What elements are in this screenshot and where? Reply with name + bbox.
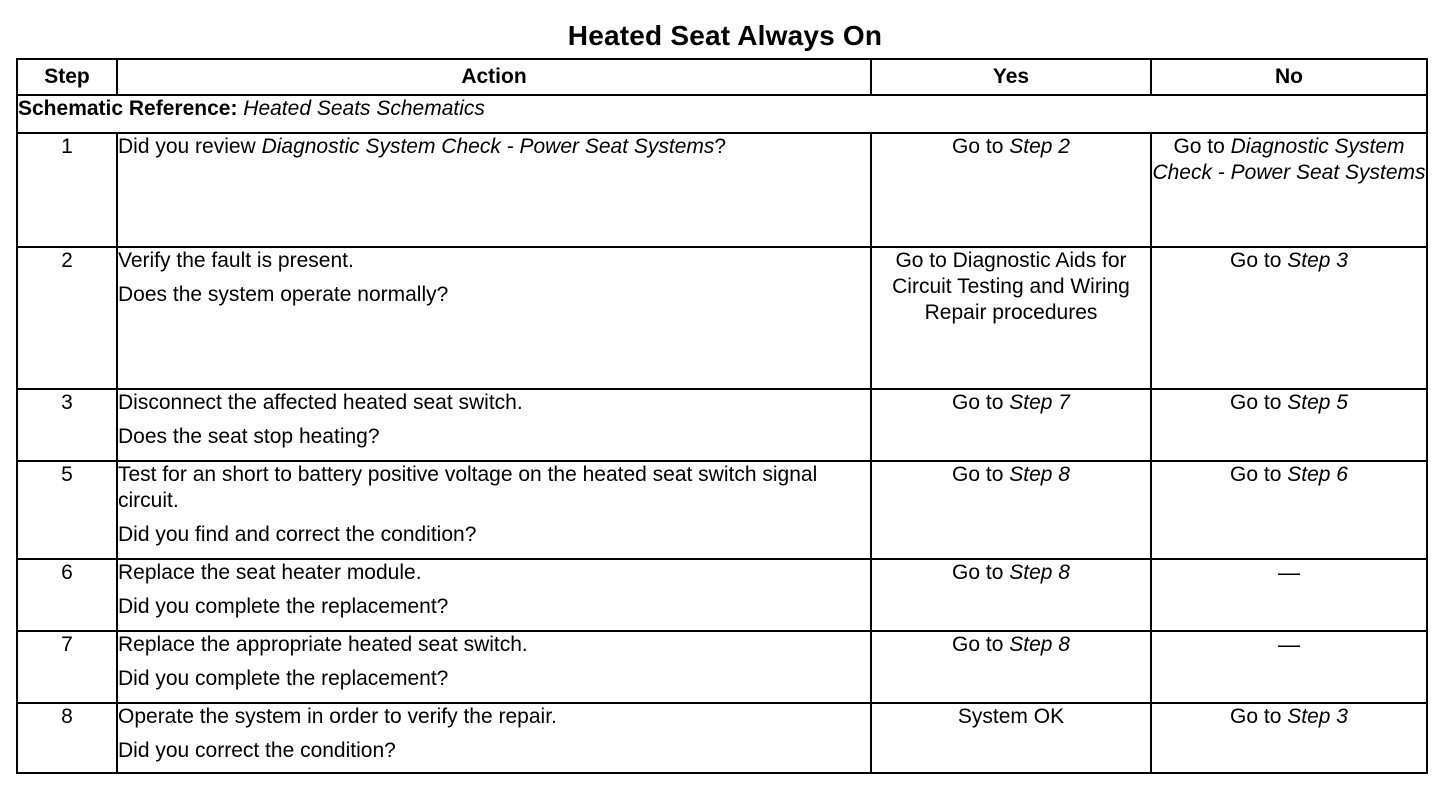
schematic-reference-link[interactable]: Heated Seats Schematics	[243, 97, 485, 120]
no-cell	[1151, 133, 1427, 247]
no-cell	[1151, 247, 1427, 389]
diagnostic-table	[16, 58, 1428, 774]
yes-cell	[871, 559, 1151, 631]
action-question: Did you complete the replacement?	[118, 595, 449, 618]
yes-text: Go to	[952, 391, 1010, 414]
step-number: 3	[17, 389, 117, 461]
action-text: Did you review	[118, 135, 262, 158]
action-cell	[117, 631, 871, 703]
action-instruction: Verify the fault is present.	[118, 249, 354, 272]
action-cell	[117, 703, 871, 773]
no-step-link[interactable]: Step 3	[1287, 249, 1348, 272]
yes-step-link[interactable]: Step 7	[1009, 391, 1070, 414]
schematic-reference-label: Schematic Reference:	[18, 97, 238, 120]
no-text: Go to	[1173, 135, 1231, 158]
action-question: Does the system operate normally?	[118, 283, 449, 306]
action-question: Does the seat stop heating?	[118, 425, 380, 448]
action-cell	[117, 389, 871, 461]
no-reference-link[interactable]: Diagnostic System Check - Power Seat Systems	[1152, 135, 1426, 184]
action-instruction: Replace the appropriate heated seat switch.	[118, 633, 528, 656]
no-text: Go to	[1230, 249, 1288, 272]
action-cell	[117, 559, 871, 631]
table-row	[17, 389, 1427, 461]
yes-step-link[interactable]: Step 8	[1009, 633, 1070, 656]
no-step-link[interactable]: Step 3	[1287, 705, 1348, 728]
action-cell	[117, 133, 871, 247]
no-cell	[1151, 631, 1427, 703]
yes-cell	[871, 703, 1151, 773]
action-instruction: Test for an short to battery positive voltage on the heated seat switch signal circuit.	[118, 463, 818, 512]
action-instruction: Replace the seat heater module.	[118, 561, 422, 584]
action-question: Did you complete the replacement?	[118, 667, 449, 690]
yes-text: Go to	[952, 633, 1010, 656]
action-reference[interactable]: Diagnostic System Check - Power Seat Systems	[261, 135, 715, 158]
header-step: Step	[17, 59, 117, 95]
yes-text: Go to	[952, 135, 1010, 158]
no-step-link[interactable]: Step 5	[1287, 391, 1348, 414]
action-instruction: Disconnect the affected heated seat switch.	[118, 391, 523, 414]
yes-result: System OK	[957, 705, 1065, 728]
schematic-reference	[17, 95, 1427, 133]
no-cell	[1151, 559, 1427, 631]
yes-cell	[871, 247, 1151, 389]
no-text: Go to	[1230, 705, 1288, 728]
schematic-reference-row	[17, 95, 1427, 133]
header-action: Action	[117, 59, 871, 95]
action-cell	[117, 461, 871, 559]
yes-cell	[871, 631, 1151, 703]
yes-reference-link[interactable]: Go to Diagnostic Aids for Circuit Testing and Wiring Repair procedures	[892, 249, 1130, 324]
yes-text: Go to	[952, 561, 1010, 584]
step-number: 8	[17, 703, 117, 773]
no-cell	[1151, 461, 1427, 559]
no-not-applicable: —	[1278, 560, 1300, 585]
header-row	[17, 59, 1427, 95]
table-row	[17, 461, 1427, 559]
yes-step-link[interactable]: Step 2	[1009, 135, 1070, 158]
yes-step-link[interactable]: Step 8	[1009, 463, 1070, 486]
table-row	[17, 247, 1427, 389]
no-text: Go to	[1230, 391, 1288, 414]
header-yes: Yes	[871, 59, 1151, 95]
yes-cell	[871, 461, 1151, 559]
no-cell	[1151, 389, 1427, 461]
no-step-link[interactable]: Step 6	[1287, 463, 1348, 486]
no-not-applicable: —	[1278, 632, 1300, 657]
action-question: Did you correct the condition?	[118, 739, 396, 762]
document-title: Heated Seat Always On	[567, 20, 883, 51]
action-question	[118, 134, 870, 160]
yes-text: Go to	[952, 463, 1010, 486]
step-number: 5	[17, 461, 117, 559]
table-row	[17, 631, 1427, 703]
step-number: 1	[17, 133, 117, 247]
no-text: Go to	[1230, 463, 1288, 486]
action-instruction: Operate the system in order to verify the repair.	[118, 705, 557, 728]
yes-step-link[interactable]: Step 8	[1009, 561, 1070, 584]
yes-cell	[871, 389, 1151, 461]
step-number: 2	[17, 247, 117, 389]
action-cell	[117, 247, 871, 389]
step-number: 7	[17, 631, 117, 703]
table-row	[17, 559, 1427, 631]
table-row	[17, 703, 1427, 773]
no-cell	[1151, 703, 1427, 773]
action-text-end: ?	[714, 135, 727, 158]
step-number: 6	[17, 559, 117, 631]
table-row	[17, 133, 1427, 247]
yes-cell	[871, 133, 1151, 247]
header-no: No	[1151, 59, 1427, 95]
action-question: Did you find and correct the condition?	[118, 523, 477, 546]
